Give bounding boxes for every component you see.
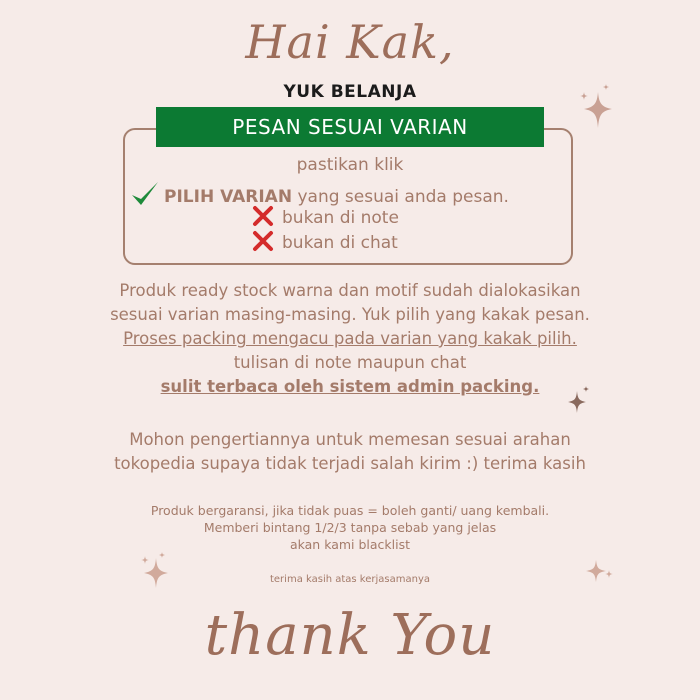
not-note-label: bukan di note xyxy=(282,208,399,228)
stock-notice xyxy=(0,279,700,399)
cross-icon xyxy=(252,205,274,227)
understanding-notice xyxy=(0,428,700,476)
variant-banner: PESAN SESUAI VARIAN xyxy=(156,107,544,147)
instruction-line-1: pastikan klik xyxy=(296,155,404,175)
instruction-line-2-rest: yang sesuai anda pesan. xyxy=(292,187,509,207)
check-icon xyxy=(130,180,160,208)
sparkle-icon xyxy=(564,386,592,416)
warranty-notice xyxy=(0,502,700,553)
stock-notice-line-2: sesuai varian masing-masing. Yuk pilih yang kakak pesan. xyxy=(110,305,590,324)
understanding-line-2: tokopedia supaya tidak terjadi salah kirim :) terima kasih xyxy=(114,454,586,473)
instruction-line-2 xyxy=(130,180,570,208)
not-note-row xyxy=(252,205,552,228)
stock-notice-line-5: sulit terbaca oleh sistem admin packing. xyxy=(160,377,540,396)
subtitle: YUK BELANJA xyxy=(283,82,417,102)
not-chat-label: bukan di chat xyxy=(282,233,398,253)
warranty-line-3: akan kami blacklist xyxy=(289,537,411,552)
pilih-varian-label: PILIH VARIAN xyxy=(164,187,293,207)
cross-icon xyxy=(252,230,274,252)
not-chat-row xyxy=(252,230,552,253)
warranty-line-1: Produk bergaransi, jika tidak puas = boleh ganti/ uang kembali. xyxy=(150,503,550,518)
sparkle-icon xyxy=(584,556,616,586)
thank-you-title: thank You xyxy=(204,603,496,668)
thanks-cooperation: terima kasih atas kerjasamanya xyxy=(269,574,431,585)
warranty-line-2: Memberi bintang 1/2/3 tanpa sebab yang jelas xyxy=(203,520,497,535)
understanding-line-1: Mohon pengertiannya untuk memesan sesuai arahan xyxy=(129,430,571,449)
stock-notice-line-3: Proses packing mengacu pada varian yang kakak pilih. xyxy=(123,329,577,348)
stock-notice-line-1: Produk ready stock warna dan motif sudah dialokasikan xyxy=(119,281,581,300)
stock-notice-line-4: tulisan di note maupun chat xyxy=(233,353,467,372)
greeting-title: Hai Kak, xyxy=(245,15,455,69)
sparkle-icon xyxy=(576,84,616,134)
sparkle-icon xyxy=(138,552,174,590)
